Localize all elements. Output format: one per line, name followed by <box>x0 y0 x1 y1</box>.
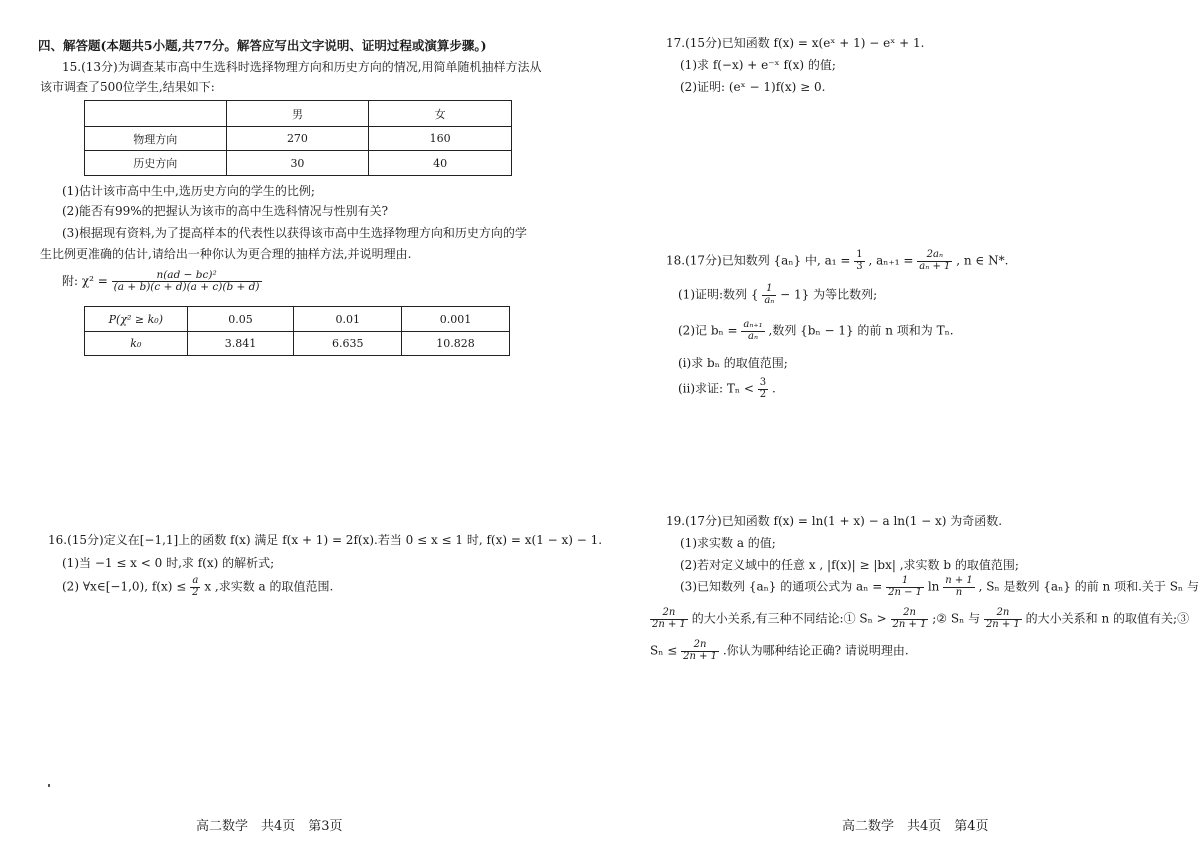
three-halves-fraction <box>758 378 768 400</box>
fraction-numerator: 1 <box>856 249 863 260</box>
formula-lhs: χ² = <box>81 274 108 289</box>
q18-stem-text: , n ∈ N*. <box>956 253 1009 268</box>
fraction-denominator: 2 <box>192 586 199 598</box>
fraction-numerator: 2n <box>984 608 1022 620</box>
fraction-numerator: n + 1 <box>945 575 973 586</box>
ratio-fraction <box>984 608 1022 630</box>
q16-part2-text: (2) ∀x∈[−1,0), f(x) ≤ <box>62 579 187 594</box>
an-coefficient-fraction <box>886 576 924 598</box>
q18-part2-text: ,数列 {bₙ − 1} 的前 n 项和为 Tₙ. <box>768 323 954 338</box>
ln-text: ln <box>927 579 940 594</box>
fraction-denominator: 2n + 1 <box>892 618 927 630</box>
q18-part1 <box>678 284 877 306</box>
q19-stem: 19.(17分)已知函数 f(x) = ln(1 + x) − a ln(1 − x) 为奇函数. <box>666 514 1003 528</box>
formula-numerator: n(ad − bc)² <box>112 270 262 282</box>
ratio-fraction <box>891 608 929 630</box>
q15-table-header-row <box>85 101 512 127</box>
q18-stem <box>666 250 1008 272</box>
q19-line-text: ;② Sₙ 与 <box>932 611 981 626</box>
q16-part2-tail: x ,求实数 a 的取值范围. <box>204 579 334 594</box>
q18-stem-text: , aₙ₊₁ = <box>868 253 914 268</box>
fraction-numerator: 2n <box>650 608 688 620</box>
fraction-denominator: aₙ <box>764 294 775 306</box>
table-cell: 0.01 <box>294 307 402 332</box>
q17-part2: (2)证明: (eˣ − 1)f(x) ≥ 0. <box>680 80 826 94</box>
scan-speck <box>48 784 50 787</box>
q18-stem-text: 18.(17分)已知数列 {aₙ} 中, a₁ = <box>666 253 851 268</box>
q19-line-text: 的大小关系,有三种不同结论:① Sₙ > <box>691 611 887 626</box>
q19-part3-text: (3)已知数列 {aₙ} 的通项公式为 aₙ = <box>680 579 883 594</box>
table-cell: 物理方向 <box>85 127 227 151</box>
an-log-fraction <box>943 576 975 598</box>
table-cell: 0.001 <box>402 307 510 332</box>
q15-part2: (2)能否有99%的把握认为该市的高中生选科情况与性别有关? <box>62 204 389 218</box>
table-cell: 160 <box>369 127 512 151</box>
section-title: 四、解答题(本题共5小题,共77分。解答应写出文字说明、证明过程或演算步骤。) <box>38 38 487 53</box>
table-cell: 30 <box>226 151 369 176</box>
fraction-numerator: 1 <box>886 576 924 588</box>
table-cell: P(χ² ≥ k₀) <box>85 307 188 332</box>
q15-stem-line1: 15.(13分)为调查某市高中生选科时选择物理方向和历史方向的情况,用简单随机抽样方法从 <box>62 60 542 74</box>
chi-square-fraction <box>112 270 262 293</box>
q18-part2-text: (2)记 bₙ = <box>678 323 738 338</box>
q15-header-cell: 男 <box>226 101 369 127</box>
q19-part1: (1)求实数 a 的值; <box>680 536 776 550</box>
formula-denominator: (a + b)(c + d)(a + c)(b + d) <box>113 281 260 294</box>
q18-sub1: (i)求 bₙ 的取值范围; <box>678 356 788 370</box>
q16-part2 <box>62 576 333 598</box>
recurrence-fraction <box>917 250 952 272</box>
footer-page3: 高二数学 共4页 第3页 <box>196 819 343 834</box>
table-row <box>85 307 510 332</box>
q16-part1: (1)当 −1 ≤ x < 0 时,求 f(x) 的解析式; <box>62 556 275 570</box>
fraction-denominator: n <box>955 586 963 598</box>
table-cell: 0.05 <box>187 307 294 332</box>
fraction-denominator: 2n + 1 <box>652 618 686 630</box>
ratio-fraction <box>650 608 688 630</box>
q18-part1-text: (1)证明:数列 { <box>678 287 759 302</box>
fraction-denominator: 2 <box>759 388 767 400</box>
fraction-denominator: 2n + 1 <box>985 618 1020 630</box>
q18-sub2-text: (ii)求证: Tₙ < <box>678 381 754 396</box>
q18-sub2 <box>678 378 776 400</box>
critical-value-table <box>84 306 510 356</box>
fraction-numerator: 2aₙ <box>917 250 952 262</box>
q17-stem: 17.(15分)已知函数 f(x) = x(eˣ + 1) − eˣ + 1. <box>666 36 925 50</box>
table-cell: 10.828 <box>402 332 510 356</box>
q16-fraction <box>190 576 200 598</box>
a1-fraction <box>854 250 864 272</box>
q19-part3 <box>680 576 1199 598</box>
q19-conclusions-line <box>650 608 1189 630</box>
table-row <box>85 332 510 356</box>
table-cell: 6.635 <box>294 332 402 356</box>
q19-line-text: Sₙ ≤ <box>650 643 678 658</box>
q17-part1: (1)求 f(−x) + e⁻ˣ f(x) 的值; <box>680 58 836 72</box>
q19-line-text: .你认为哪种结论正确? 请说明理由. <box>722 643 909 658</box>
q18-part2 <box>678 320 954 342</box>
table-cell: 270 <box>226 127 369 151</box>
q18-part1-text: − 1} 为等比数列; <box>780 287 878 302</box>
chi-square-formula <box>62 270 262 293</box>
appendix-label: 附: <box>62 274 79 289</box>
q19-part3-text: , Sₙ 是数列 {aₙ} 的前 n 项和.关于 Sₙ 与 <box>978 579 1199 594</box>
fraction-denominator: 3 <box>856 260 863 272</box>
q19-line-text: 的大小关系和 n 的取值有关;③ <box>1025 611 1190 626</box>
table-row <box>85 127 512 151</box>
bn-fraction <box>741 320 764 342</box>
q16-stem: 16.(15分)定义在[−1,1]上的函数 f(x) 满足 f(x + 1) = 2f(x).若当 0 ≤ x ≤ 1 时, f(x) = x(1 − x) − 1. <box>48 533 603 547</box>
fraction-denominator: aₙ <box>748 330 759 342</box>
q18-sub2-text: . <box>772 381 776 396</box>
reciprocal-fraction <box>762 284 776 306</box>
fraction-denominator: aₙ + 1 <box>919 260 951 272</box>
q19-last-line <box>650 640 909 662</box>
footer-page4: 高二数学 共4页 第4页 <box>842 819 989 834</box>
q15-part3-line2: 生比例更准确的估计,请给出一种你认为更合理的抽样方法,并说明理由. <box>40 247 412 261</box>
q15-part1: (1)估计该市高中生中,选历史方向的学生的比例; <box>62 184 315 198</box>
q15-header-cell: 女 <box>369 101 512 127</box>
q15-stem-line2: 该市调查了500位学生,结果如下: <box>40 80 215 94</box>
fraction-numerator: a <box>190 576 200 588</box>
fraction-numerator: aₙ₊₁ <box>743 319 763 330</box>
q15-header-cell <box>85 101 227 127</box>
fraction-denominator: 2n − 1 <box>888 586 923 598</box>
fraction-numerator: 2n <box>891 608 929 620</box>
table-cell: 历史方向 <box>85 151 227 176</box>
right-page <box>600 0 1200 843</box>
fraction-numerator: 3 <box>759 377 767 388</box>
q19-part2: (2)若对定义域中的任意 x , |f(x)| ≥ |bx| ,求实数 b 的取值范围; <box>680 558 1019 572</box>
ratio-fraction <box>681 640 719 662</box>
table-cell: k₀ <box>85 332 188 356</box>
table-row <box>85 151 512 176</box>
fraction-numerator: 1 <box>762 284 776 296</box>
fraction-denominator: 2n + 1 <box>683 650 718 662</box>
table-cell: 3.841 <box>187 332 294 356</box>
q15-data-table <box>84 100 512 176</box>
table-cell: 40 <box>369 151 512 176</box>
fraction-numerator: 2n <box>681 640 719 652</box>
q15-part3-line1: (3)根据现有资料,为了提高样本的代表性以获得该市高中生选择物理方向和历史方向的学 <box>62 226 527 240</box>
